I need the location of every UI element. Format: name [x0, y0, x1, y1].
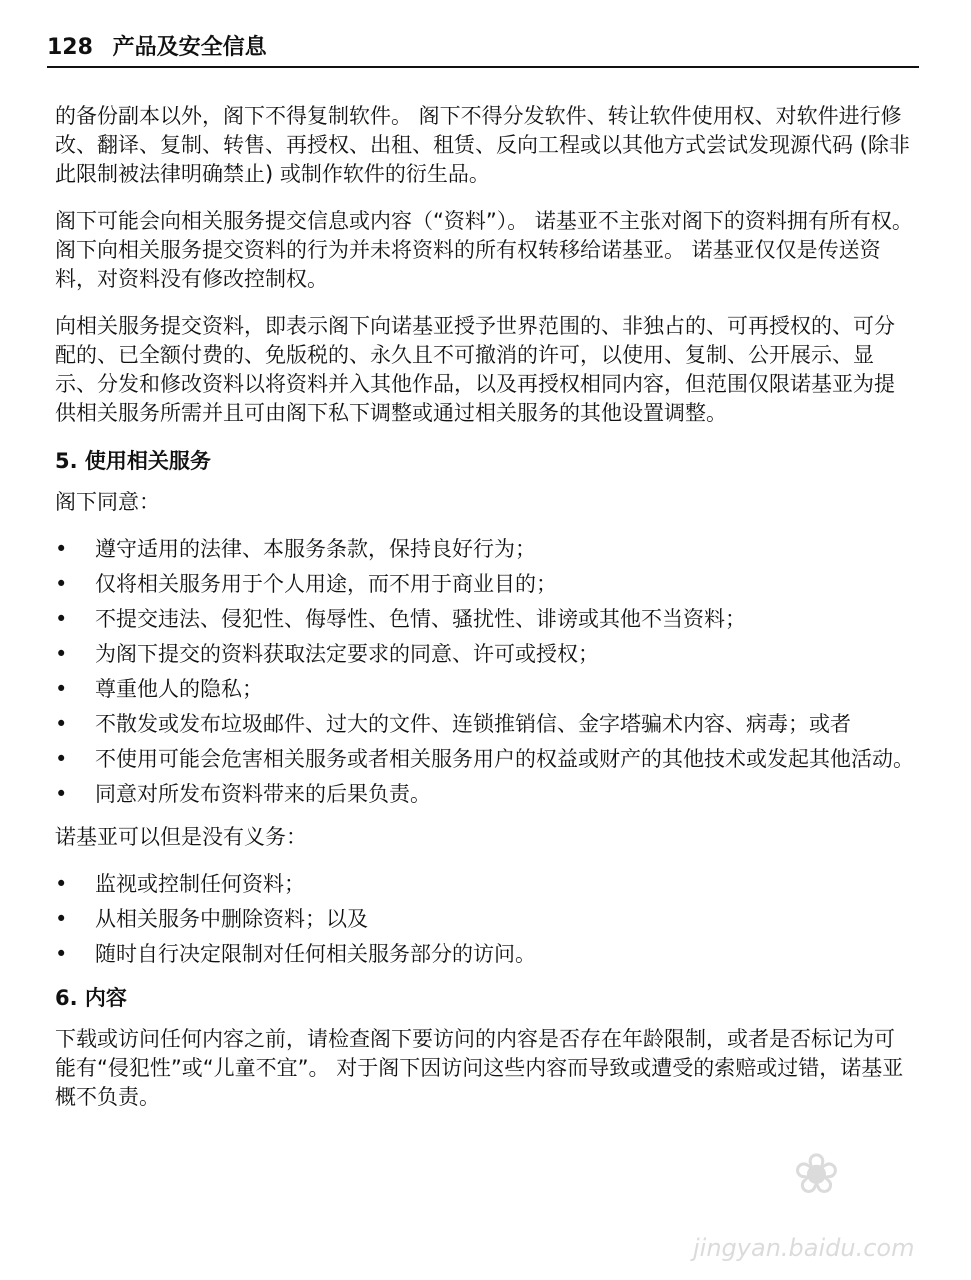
bullet-icon: • [55, 942, 68, 966]
page-header [47, 30, 919, 68]
paragraph: 阁下可能会向相关服务提交信息或内容（“资料”）。 诺基亚不主张对阁下的资料拥有所有权。 阁下向相关服务提交资料的行为并未将资料的所有权转移给诺基亚。 诺基亚仅仅是传送资料，对资料没有修改控制权。 [55, 209, 913, 291]
page-number: 128 [47, 35, 93, 60]
list-item: • 同意对所发布资料带来的后果负责。 [55, 780, 915, 809]
bullet-icon: • [55, 642, 68, 666]
bullet-icon: • [55, 872, 68, 896]
list-item: • 仅将相关服务用于个人用途，而不用于商业目的； [55, 570, 915, 599]
list-item: • 监视或控制任何资料； [55, 870, 915, 899]
paragraph: 向相关服务提交资料，即表示阁下向诺基亚授予世界范围的、非独占的、可再授权的、可分配的、已全额付费的、免版税的、永久且不可撤消的许可，以使用、复制、公开展示、显示、分发和修改资料以将资料并入其他作品，以及再授权相同内容，但范围仅限诺基亚为提供相关服务所需并且可由阁下私下调整或通过相关服务的其他设置调整。 [55, 314, 895, 425]
list-item: • 不使用可能会危害相关服务或者相关服务用户的权益或财产的其他技术或发起其他活动。 [55, 745, 915, 774]
list-item: • 为阁下提交的资料获取法定要求的同意、许可或授权； [55, 640, 915, 669]
list-item: • 随时自行决定限制对任何相关服务部分的访问。 [55, 940, 915, 969]
section-heading-5: 5. 使用相关服务 [55, 449, 211, 473]
list-item: • 从相关服务中删除资料；以及 [55, 905, 915, 934]
agreement-list [55, 535, 915, 809]
paragraph: 下载或访问任何内容之前，请检查阁下要访问的内容是否存在年龄限制，或者是否标记为可能有“侵犯性”或“儿童不宜”。 对于阁下因访问这些内容而导致或遭受的索赔或过错，诺基亚概不负责。 [55, 1027, 904, 1109]
baidu-paw-icon: ❀ [793, 1142, 840, 1207]
bullet-icon: • [55, 747, 68, 771]
bullet-icon: • [55, 537, 68, 561]
watermark-text: jingyan.baidu.com [693, 1234, 915, 1262]
document-body [55, 102, 915, 1130]
nokia-rights-list [55, 870, 915, 969]
bullet-icon: • [55, 572, 68, 596]
list-item: • 不提交违法、侵犯性、侮辱性、色情、骚扰性、诽谤或其他不当资料； [55, 605, 915, 634]
bullet-icon: • [55, 907, 68, 931]
list-item: • 不散发或发布垃圾邮件、过大的文件、连锁推销信、金字塔骗术内容、病毒；或者 [55, 710, 915, 739]
list-item: • 遵守适用的法律、本服务条款，保持良好行为； [55, 535, 915, 564]
bullet-icon: • [55, 677, 68, 701]
bullet-icon: • [55, 607, 68, 631]
page-header-title: 产品及安全信息 [112, 35, 267, 60]
section-5-intro-2: 诺基亚可以但是没有义务： [55, 825, 307, 849]
bullet-icon: • [55, 712, 68, 736]
bullet-icon: • [55, 782, 68, 806]
section-heading-6: 6. 内容 [55, 986, 127, 1010]
list-item: • 尊重他人的隐私； [55, 675, 915, 704]
paragraph: 的备份副本以外，阁下不得复制软件。 阁下不得分发软件、转让软件使用权、对软件进行修改、翻译、复制、转售、再授权、出租、租赁、反向工程或以其他方式尝试发现源代码 (除非此限制被法律明确禁止) 或制作软件的衍生品。 [55, 104, 910, 186]
watermark [693, 1142, 943, 1262]
section-5-intro: 阁下同意： [55, 490, 160, 514]
